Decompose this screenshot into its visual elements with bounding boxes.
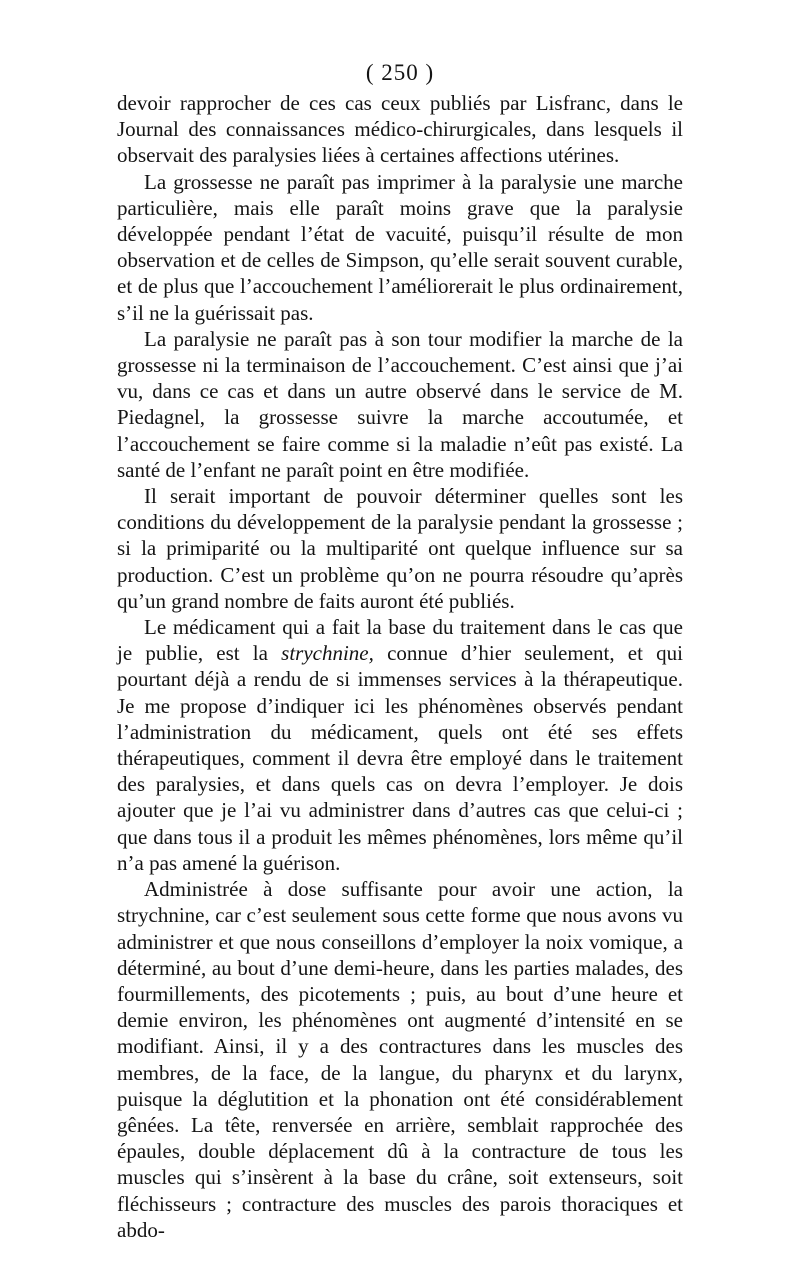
paragraph-4: Il serait important de pouvoir déterminer quelles sont les conditions du développement de la paralysie pendant la grossesse ; si la primiparité ou la multiparité ont quelque influence sur sa production. C’est un problème qu’on ne pourra résoudre qu’après qu’un grand nombre de faits auront été publiés.	[117, 484, 683, 613]
paragraph-6: Administrée à dose suffisante pour avoir une action, la strychnine, car c’est seulement sous cette forme que nous avons vu administrer et que nous conseillons d’employer la noix vomique, a déterminé, au bout d’une demi-heure, dans les parties malades, des fourmillements, des picotements ; puis, au bout d’une heure et demie environ, les phénomènes ont augmenté d’intensité en se modifiant. Ainsi, il y a des contractures dans les muscles des membres, de la face, de la langue, du pharynx et du larynx, puisque la déglutition et la phonation ont été considérablement gênées. La tête, renversée en arrière, semblait rapprochée des épaules, double déplacement dû à la contracture de tous les muscles qui s’insèrent à la base du crâne, soit extenseurs, soit fléchisseurs ; contracture des muscles des parois thoraciques et abdo-	[117, 877, 683, 1242]
paragraph-1: devoir rapprocher de ces cas ceux publiés par Lisfranc, dans le Journal des connaissances médico-chirurgicales, dans lesquels il observait des paralysies liées à certaines affections utérines.	[117, 91, 683, 168]
paragraph-3: La paralysie ne paraît pas à son tour modifier la marche de la grossesse ni la terminaison de l’accouchement. C’est ainsi que j’ai vu, dans ce cas et dans un autre observé dans le service de M. Piedagnel, la grossesse suivre la marche accoutumée, et l’accouchement se faire comme si la maladie n’eût pas existé. La santé de l’enfant ne paraît point en être modifiée.	[117, 326, 683, 482]
paragraph-5	[117, 614, 683, 876]
paragraph-5-text-before: Le médicament qui a fait la base du traitement dans le cas que je publie, est la	[117, 615, 683, 666]
paragraph-2: La grossesse ne paraît pas imprimer à la paralysie une marche particulière, mais elle paraît moins grave que la paralysie développée pendant l’état de vacuité, puisqu’il résulte de mon observation et de celles de Simpson, qu’elle serait souvent curable, et de plus que l’accouchement l’améliorerait le plus ordinairement, s’il ne la guérissait pas.	[117, 169, 683, 325]
page-number: ( 250 )	[365, 60, 435, 85]
body-text	[117, 90, 683, 1243]
strychnine-emphasis: strychnine,	[281, 641, 374, 666]
paragraph-5-text-after: connue d’hier seulement, et qui pourtant déjà a rendu de si immenses services à la thérapeutique. Je me propose d’indiquer ici les phénomènes observés pendant l’administration du médicament, quels ont été ses effets thérapeutiques, comment il devra être employé dans le traitement des paralysies, et dans quels cas on devra l’employer. Je dois ajouter que je l’ai vu administrer dans d’autres cas que celui-ci ; que dans tous il a produit les mêmes phénomènes, lors même qu’il n’a pas amené la guérison.	[117, 641, 683, 875]
